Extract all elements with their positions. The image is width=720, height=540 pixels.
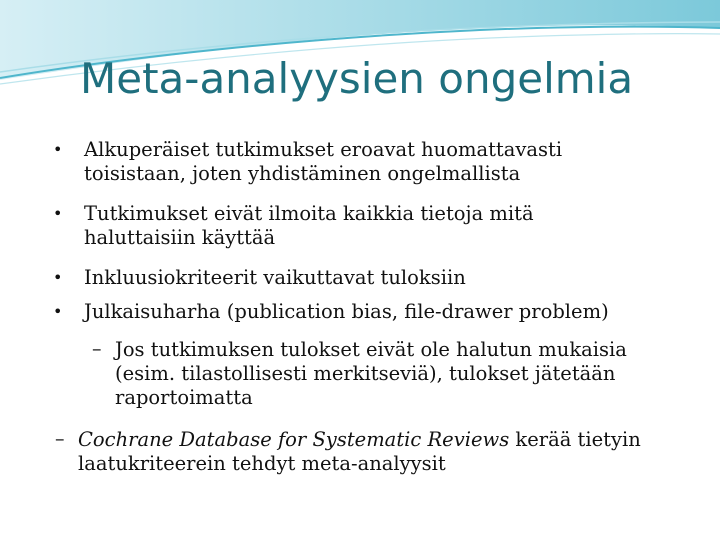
- dash-item: [78, 428, 641, 476]
- dash-item-line: laatukriteerein tehdyt meta-analyysit: [78, 452, 446, 475]
- bullet-text-line: Inkluusiokriteerit vaikuttavat tuloksiin: [84, 266, 466, 289]
- slide-title: Meta-analyysien ongelmia: [80, 54, 634, 103]
- bullet-text-line: toisistaan, joten yhdistäminen ongelmallista: [84, 162, 521, 185]
- sub-bullet-text-line: raportoimatta: [115, 386, 253, 409]
- sub-bullet-text-line: (esim. tilastollisesti merkitseviä), tulokset jätetään: [115, 362, 616, 385]
- bullet-marker: •: [53, 268, 63, 287]
- sub-bullet-marker: –: [92, 338, 102, 360]
- database-name: Cochrane Database for Systematic Reviews: [78, 428, 510, 451]
- bullet-marker: •: [53, 204, 63, 223]
- dash-item-rest: kerää tietyin: [509, 428, 641, 451]
- bullet-text-line: Julkaisuharha (publication bias, file-drawer problem): [84, 300, 609, 323]
- bullet-item: [84, 202, 534, 250]
- bullet-marker: •: [53, 140, 63, 159]
- bullet-marker: •: [53, 302, 63, 321]
- bullet-item: [84, 266, 466, 290]
- sub-bullet-text-line: Jos tutkimuksen tulokset eivät ole halutun mukaisia: [115, 338, 627, 361]
- bullet-text-line: Alkuperäiset tutkimukset eroavat huomattavasti: [84, 138, 563, 161]
- sub-bullet-item: [115, 338, 627, 410]
- bullet-text-line: Tutkimukset eivät ilmoita kaikkia tietoja mitä: [84, 202, 534, 225]
- dash-item-line: [78, 428, 641, 452]
- bullet-item: [84, 300, 609, 324]
- dash-marker: –: [55, 428, 65, 450]
- bullet-item: [84, 138, 562, 186]
- bullet-text-line: haluttaisiin käyttää: [84, 226, 276, 249]
